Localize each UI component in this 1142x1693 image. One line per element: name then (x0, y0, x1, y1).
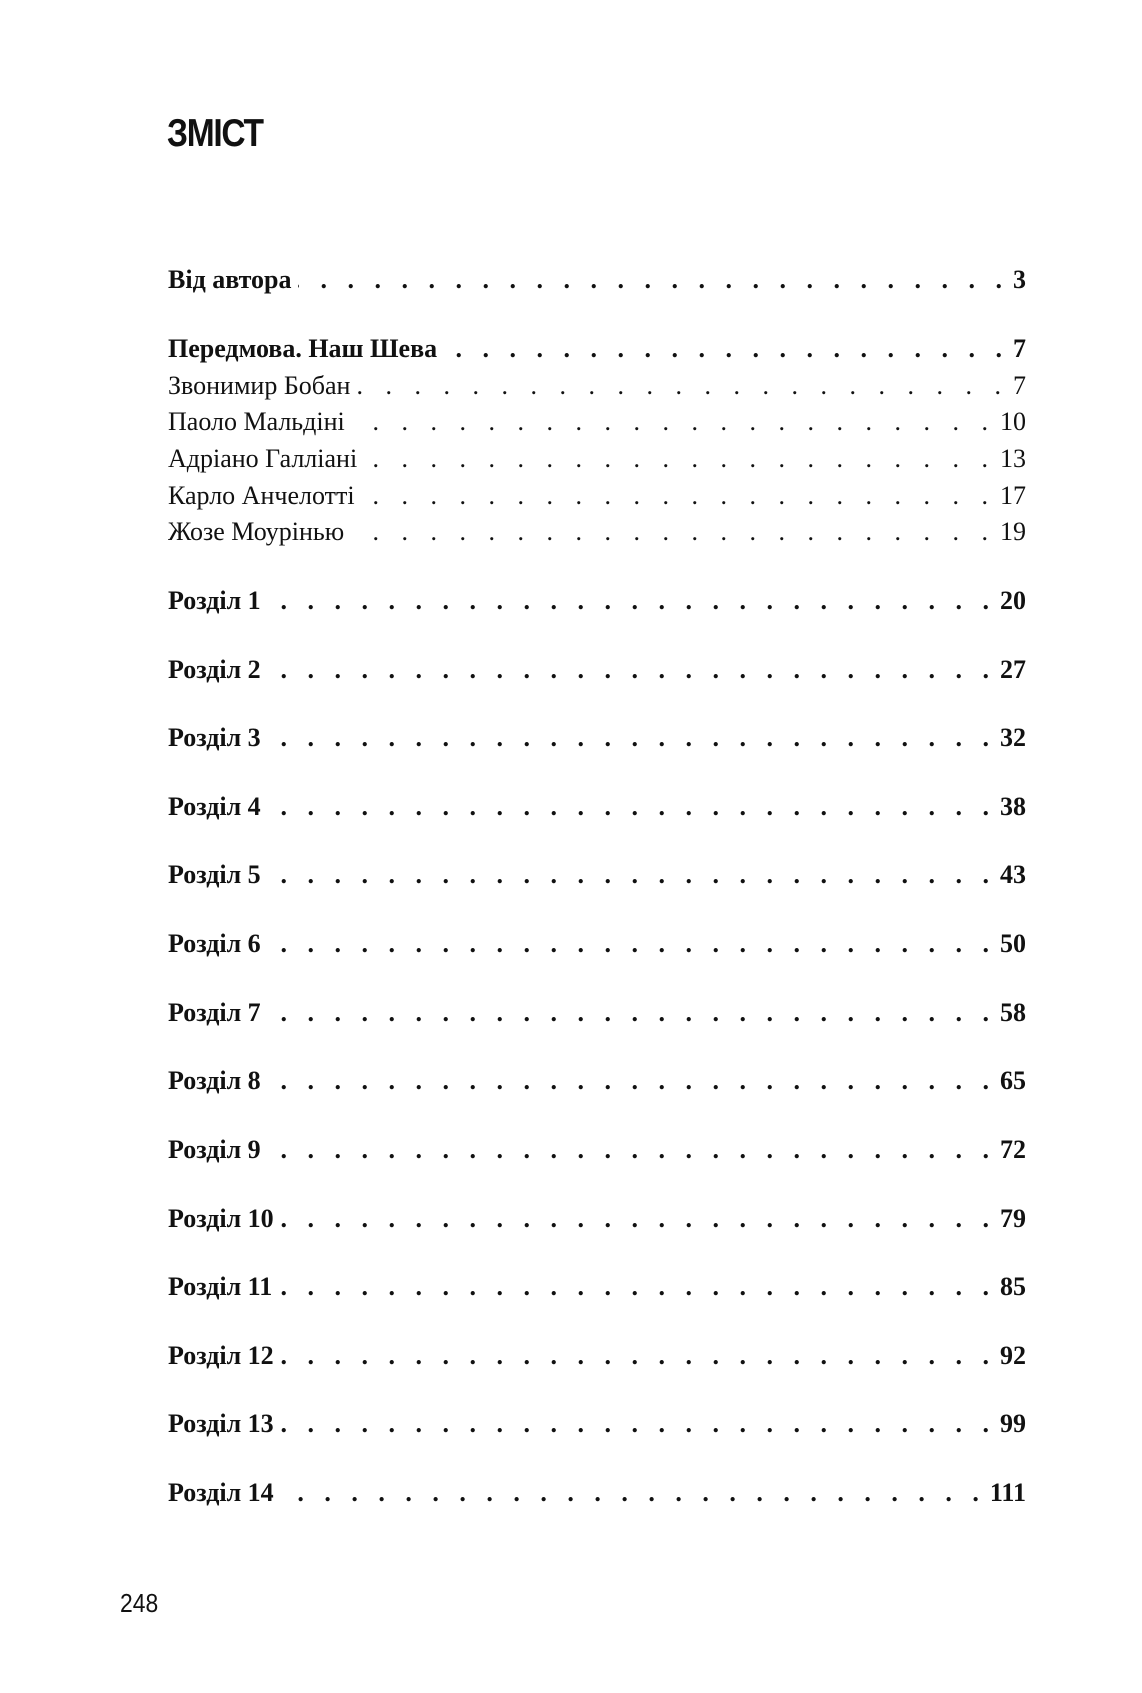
toc-entry-page: 20 (1000, 586, 1026, 615)
dot-leader (267, 996, 996, 1030)
toc-entry-label: Розділ 13 (168, 1409, 274, 1438)
toc-entry-page: 7 (1013, 334, 1026, 363)
dot-leader (351, 405, 996, 439)
toc-entry-page: 72 (1000, 1135, 1026, 1164)
toc-entry[interactable] (168, 1064, 1026, 1098)
toc-entry-label: Звонимир Бобан (168, 371, 351, 400)
dot-leader (356, 369, 1009, 403)
toc-entry[interactable] (168, 263, 1026, 297)
dot-leader (267, 858, 996, 892)
toc-entry[interactable] (168, 584, 1026, 618)
toc-entry-label: Розділ 9 (168, 1135, 261, 1164)
toc-entry-page: 10 (1000, 407, 1026, 436)
toc-subentry[interactable] (168, 405, 1026, 439)
toc-entry-label: Карло Анчелотті (168, 481, 355, 510)
toc-entry-page: 19 (1000, 517, 1026, 546)
toc-entry[interactable] (168, 1407, 1026, 1441)
toc-entry[interactable] (168, 1270, 1026, 1304)
toc-entry[interactable] (168, 996, 1026, 1030)
dot-leader (280, 1407, 996, 1441)
toc-subentry[interactable] (168, 369, 1026, 403)
toc-subentry[interactable] (168, 515, 1026, 549)
toc-subentry[interactable] (168, 479, 1026, 513)
toc-entry-label: Розділ 11 (168, 1272, 273, 1301)
dot-leader (267, 790, 996, 824)
toc-entry-label: Розділ 6 (168, 929, 261, 958)
toc-entry-page: 111 (989, 1478, 1026, 1507)
toc-entry-label: Розділ 10 (168, 1204, 274, 1233)
dot-leader (267, 584, 996, 618)
toc-entry-label: Розділ 7 (168, 998, 261, 1027)
page-number: 248 (120, 1588, 159, 1618)
toc-entry-page: 92 (1000, 1341, 1026, 1370)
toc-entry-label: Від автора (168, 265, 292, 294)
toc-entry-page: 7 (1013, 371, 1026, 400)
toc-entry-label: Адріано Галліані (168, 444, 358, 473)
dot-leader (298, 263, 1010, 297)
dot-leader (278, 1270, 996, 1304)
toc-entry[interactable] (168, 1202, 1026, 1236)
dot-leader (267, 1133, 996, 1167)
toc-entry[interactable] (168, 1339, 1026, 1373)
dot-leader (280, 1476, 986, 1510)
toc-entry-page: 85 (1000, 1272, 1026, 1301)
dot-leader (280, 1339, 996, 1373)
toc-entry[interactable] (168, 721, 1026, 755)
toc-entry-label: Розділ 2 (168, 655, 261, 684)
toc-entry-page: 79 (1000, 1204, 1026, 1233)
dot-leader (280, 1202, 996, 1236)
toc-entry[interactable] (168, 858, 1026, 892)
toc-entry[interactable] (168, 1476, 1026, 1510)
toc-entry-label: Жозе Моурінью (168, 517, 345, 546)
toc-entry-page: 43 (1000, 860, 1026, 889)
toc-entry-label: Розділ 1 (168, 586, 261, 615)
toc-entry-page: 3 (1013, 265, 1026, 294)
toc-entry[interactable] (168, 790, 1026, 824)
dot-leader (267, 653, 996, 687)
dot-leader (361, 479, 996, 513)
toc-entry[interactable] (168, 653, 1026, 687)
dot-leader (443, 332, 1009, 366)
toc-entry-label: Розділ 4 (168, 792, 261, 821)
toc-entry-label: Розділ 8 (168, 1066, 261, 1095)
toc-entry-page: 17 (1000, 481, 1026, 510)
dot-leader (363, 442, 996, 476)
dot-leader (267, 927, 996, 961)
toc-entry-label: Розділ 12 (168, 1341, 274, 1370)
toc-entry-page: 50 (1000, 929, 1026, 958)
toc-entry[interactable] (168, 332, 1026, 366)
toc-entry-page: 13 (1000, 444, 1026, 473)
toc-entry-label: Розділ 5 (168, 860, 261, 889)
toc-entry-page: 65 (1000, 1066, 1026, 1095)
dot-leader (267, 1064, 996, 1098)
dot-leader (350, 515, 996, 549)
toc-entry-page: 99 (1000, 1409, 1026, 1438)
toc-subentry[interactable] (168, 442, 1026, 476)
toc-entry[interactable] (168, 927, 1026, 961)
toc-entry-page: 38 (1000, 792, 1026, 821)
toc-entry-label: Передмова. Наш Шева (168, 334, 438, 363)
toc-entry-label: Паоло Мальдіні (168, 407, 345, 436)
toc-entry-page: 58 (1000, 998, 1026, 1027)
toc-entry-label: Розділ 14 (168, 1478, 274, 1507)
dot-leader (267, 721, 996, 755)
toc-entry-label: Розділ 3 (168, 723, 261, 752)
toc-entry[interactable] (168, 1133, 1026, 1167)
toc-entry-page: 32 (1000, 723, 1026, 752)
toc-entry-page: 27 (1000, 655, 1026, 684)
page-title: ЗМІСТ (167, 112, 263, 155)
